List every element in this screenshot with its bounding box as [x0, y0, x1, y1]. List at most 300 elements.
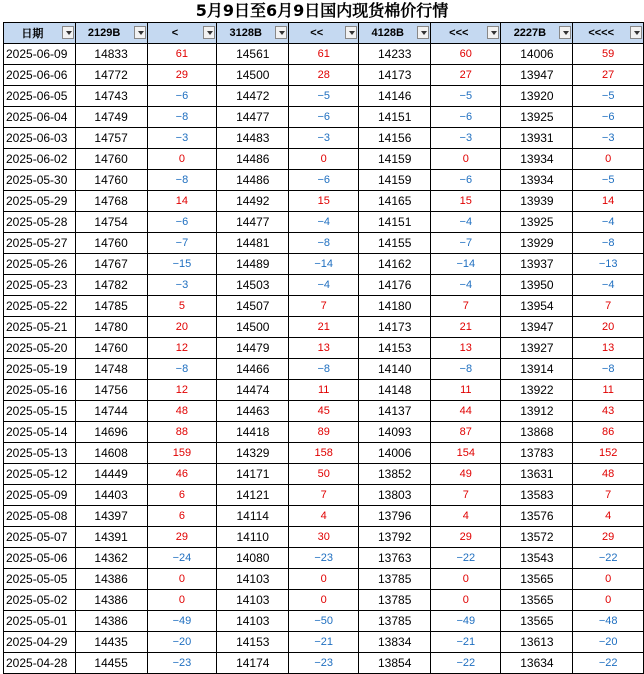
price-cell[interactable]: 13947: [501, 317, 573, 338]
price-cell[interactable]: 14153: [359, 338, 431, 359]
change-cell[interactable]: 28: [289, 65, 359, 86]
change-cell[interactable]: 14: [147, 191, 217, 212]
change-cell[interactable]: −5: [431, 86, 501, 107]
change-cell[interactable]: 4: [289, 506, 359, 527]
price-cell[interactable]: 13868: [501, 422, 573, 443]
change-cell[interactable]: 48: [147, 401, 217, 422]
change-cell[interactable]: −50: [289, 611, 359, 632]
price-cell[interactable]: 14159: [359, 149, 431, 170]
price-cell[interactable]: 14477: [217, 107, 289, 128]
price-cell[interactable]: 14757: [75, 128, 147, 149]
price-cell[interactable]: 13922: [501, 380, 573, 401]
price-cell[interactable]: 14103: [217, 611, 289, 632]
change-cell[interactable]: −6: [147, 212, 217, 233]
change-cell[interactable]: 45: [289, 401, 359, 422]
price-cell[interactable]: 13929: [501, 233, 573, 254]
table-row: [4, 569, 644, 590]
date-cell[interactable]: 2025-06-05: [4, 86, 76, 107]
change-cell[interactable]: −7: [431, 233, 501, 254]
filter-dropdown-icon[interactable]: [417, 26, 429, 39]
price-cell[interactable]: 14744: [75, 401, 147, 422]
change-cell[interactable]: −14: [289, 254, 359, 275]
change-cell[interactable]: −3: [147, 128, 217, 149]
change-cell[interactable]: −23: [289, 548, 359, 569]
price-cell[interactable]: 14156: [359, 128, 431, 149]
change-cell[interactable]: 0: [147, 590, 217, 611]
price-cell[interactable]: 13803: [359, 485, 431, 506]
change-cell[interactable]: 48: [573, 464, 644, 485]
header-3128b[interactable]: [217, 23, 289, 44]
change-cell[interactable]: 27: [573, 65, 644, 86]
table-row: [4, 380, 644, 401]
header-2129b[interactable]: [75, 23, 147, 44]
filter-dropdown-icon[interactable]: [559, 26, 571, 39]
price-cell[interactable]: 14503: [217, 275, 289, 296]
change-cell[interactable]: 46: [147, 464, 217, 485]
date-cell[interactable]: 2025-04-29: [4, 632, 76, 653]
date-cell[interactable]: 2025-05-23: [4, 275, 76, 296]
change-cell[interactable]: 13: [573, 338, 644, 359]
price-cell[interactable]: 14561: [217, 44, 289, 65]
change-cell[interactable]: 43: [573, 401, 644, 422]
price-cell[interactable]: 13947: [501, 65, 573, 86]
price-cell[interactable]: 14153: [217, 632, 289, 653]
price-cell[interactable]: 14472: [217, 86, 289, 107]
price-cell[interactable]: 13572: [501, 527, 573, 548]
price-cell[interactable]: 14386: [75, 611, 147, 632]
price-cell[interactable]: 13565: [501, 569, 573, 590]
change-cell[interactable]: −3: [289, 128, 359, 149]
change-cell[interactable]: 11: [573, 380, 644, 401]
change-cell[interactable]: −49: [147, 611, 217, 632]
change-cell[interactable]: −8: [289, 233, 359, 254]
price-cell[interactable]: 14006: [359, 443, 431, 464]
price-cell[interactable]: 14080: [217, 548, 289, 569]
price-cell[interactable]: 13934: [501, 149, 573, 170]
change-cell[interactable]: 0: [289, 569, 359, 590]
change-cell[interactable]: −20: [573, 632, 644, 653]
change-cell[interactable]: −6: [431, 170, 501, 191]
price-cell[interactable]: 14386: [75, 590, 147, 611]
change-cell[interactable]: 61: [289, 44, 359, 65]
price-cell[interactable]: 14006: [501, 44, 573, 65]
change-cell[interactable]: 89: [289, 422, 359, 443]
price-cell[interactable]: 14174: [217, 653, 289, 674]
date-cell[interactable]: 2025-05-22: [4, 296, 76, 317]
price-cell[interactable]: 13925: [501, 107, 573, 128]
change-cell[interactable]: −6: [289, 170, 359, 191]
price-cell[interactable]: 13785: [359, 569, 431, 590]
change-cell[interactable]: 13: [431, 338, 501, 359]
price-cell[interactable]: 14749: [75, 107, 147, 128]
price-cell[interactable]: 14768: [75, 191, 147, 212]
change-cell[interactable]: 4: [431, 506, 501, 527]
change-cell[interactable]: 27: [431, 65, 501, 86]
date-cell[interactable]: 2025-05-06: [4, 548, 76, 569]
change-cell[interactable]: 152: [573, 443, 644, 464]
price-cell[interactable]: 14782: [75, 275, 147, 296]
price-cell[interactable]: 14391: [75, 527, 147, 548]
price-cell[interactable]: 14743: [75, 86, 147, 107]
price-cell[interactable]: 13937: [501, 254, 573, 275]
price-cell[interactable]: 14483: [217, 128, 289, 149]
change-cell[interactable]: 21: [289, 317, 359, 338]
price-cell[interactable]: 14466: [217, 359, 289, 380]
price-cell[interactable]: 13565: [501, 611, 573, 632]
price-cell[interactable]: 14162: [359, 254, 431, 275]
price-cell[interactable]: 13925: [501, 212, 573, 233]
price-cell[interactable]: 13796: [359, 506, 431, 527]
filter-dropdown-icon[interactable]: [275, 26, 287, 39]
price-cell[interactable]: 13613: [501, 632, 573, 653]
header-change-4[interactable]: [573, 23, 644, 44]
price-cell[interactable]: 14176: [359, 275, 431, 296]
change-cell[interactable]: −6: [573, 107, 644, 128]
change-cell[interactable]: 0: [431, 149, 501, 170]
price-cell[interactable]: 14463: [217, 401, 289, 422]
change-cell[interactable]: 20: [573, 317, 644, 338]
date-cell[interactable]: 2025-05-28: [4, 212, 76, 233]
change-cell[interactable]: −8: [147, 170, 217, 191]
change-cell[interactable]: 86: [573, 422, 644, 443]
change-cell[interactable]: −4: [573, 212, 644, 233]
price-cell[interactable]: 14477: [217, 212, 289, 233]
table-row: [4, 254, 644, 275]
change-cell[interactable]: −3: [431, 128, 501, 149]
change-cell[interactable]: 7: [573, 296, 644, 317]
price-cell[interactable]: 14833: [75, 44, 147, 65]
price-cell[interactable]: 14137: [359, 401, 431, 422]
date-cell[interactable]: 2025-05-14: [4, 422, 76, 443]
change-cell[interactable]: −5: [289, 86, 359, 107]
change-cell[interactable]: −6: [289, 107, 359, 128]
change-cell[interactable]: −13: [573, 254, 644, 275]
change-cell[interactable]: 15: [289, 191, 359, 212]
price-cell[interactable]: 14110: [217, 527, 289, 548]
change-cell[interactable]: 158: [289, 443, 359, 464]
change-cell[interactable]: 87: [431, 422, 501, 443]
date-cell[interactable]: 2025-05-16: [4, 380, 76, 401]
filter-dropdown-icon[interactable]: [203, 26, 215, 39]
price-cell[interactable]: 13631: [501, 464, 573, 485]
change-cell[interactable]: 29: [147, 527, 217, 548]
change-cell[interactable]: −5: [573, 170, 644, 191]
change-cell[interactable]: −23: [289, 653, 359, 674]
change-cell[interactable]: 0: [573, 569, 644, 590]
change-cell[interactable]: 0: [431, 590, 501, 611]
price-cell[interactable]: 13576: [501, 506, 573, 527]
date-cell[interactable]: 2025-05-12: [4, 464, 76, 485]
change-cell[interactable]: −20: [147, 632, 217, 653]
date-cell[interactable]: 2025-05-09: [4, 485, 76, 506]
date-cell[interactable]: 2025-05-08: [4, 506, 76, 527]
price-cell[interactable]: 14171: [217, 464, 289, 485]
header-label: 4128B: [371, 27, 404, 39]
price-cell[interactable]: 13950: [501, 275, 573, 296]
price-cell[interactable]: 14329: [217, 443, 289, 464]
price-cell[interactable]: 14756: [75, 380, 147, 401]
change-cell[interactable]: 61: [147, 44, 217, 65]
change-cell[interactable]: −3: [147, 275, 217, 296]
table-row: [4, 359, 644, 380]
price-cell[interactable]: 14148: [359, 380, 431, 401]
price-cell[interactable]: 13939: [501, 191, 573, 212]
price-cell[interactable]: 14397: [75, 506, 147, 527]
change-cell[interactable]: −48: [573, 611, 644, 632]
change-cell[interactable]: −8: [147, 359, 217, 380]
price-cell[interactable]: 14449: [75, 464, 147, 485]
table-row: [4, 317, 644, 338]
price-cell[interactable]: 13920: [501, 86, 573, 107]
change-cell[interactable]: −8: [573, 359, 644, 380]
filter-dropdown-icon[interactable]: [62, 26, 74, 39]
change-cell[interactable]: 30: [289, 527, 359, 548]
change-cell[interactable]: −22: [573, 653, 644, 674]
price-cell[interactable]: 14486: [217, 170, 289, 191]
header-change-3[interactable]: [431, 23, 501, 44]
price-cell[interactable]: 14165: [359, 191, 431, 212]
price-cell[interactable]: 13834: [359, 632, 431, 653]
change-cell[interactable]: −8: [147, 107, 217, 128]
table-row: [4, 590, 644, 611]
change-cell[interactable]: 50: [289, 464, 359, 485]
date-cell[interactable]: 2025-06-06: [4, 65, 76, 86]
change-cell[interactable]: −8: [573, 233, 644, 254]
price-cell[interactable]: 14146: [359, 86, 431, 107]
date-cell[interactable]: 2025-06-04: [4, 107, 76, 128]
change-cell[interactable]: 44: [431, 401, 501, 422]
change-cell[interactable]: 12: [147, 338, 217, 359]
change-cell[interactable]: 13: [289, 338, 359, 359]
change-cell[interactable]: 49: [431, 464, 501, 485]
filter-dropdown-icon[interactable]: [345, 26, 357, 39]
price-cell[interactable]: 14760: [75, 233, 147, 254]
date-cell[interactable]: 2025-05-20: [4, 338, 76, 359]
date-cell[interactable]: 2025-05-07: [4, 527, 76, 548]
price-cell[interactable]: 13931: [501, 128, 573, 149]
price-cell[interactable]: 14173: [359, 65, 431, 86]
date-cell[interactable]: 2025-05-01: [4, 611, 76, 632]
price-cell[interactable]: 14486: [217, 149, 289, 170]
table-row: [4, 338, 644, 359]
change-cell[interactable]: 159: [147, 443, 217, 464]
change-cell[interactable]: −8: [289, 359, 359, 380]
date-cell[interactable]: 2025-05-26: [4, 254, 76, 275]
price-cell[interactable]: 14772: [75, 65, 147, 86]
date-cell[interactable]: 2025-06-09: [4, 44, 76, 65]
change-cell[interactable]: −4: [289, 212, 359, 233]
change-cell[interactable]: 60: [431, 44, 501, 65]
change-cell[interactable]: 7: [431, 485, 501, 506]
change-cell[interactable]: 7: [573, 485, 644, 506]
header-label: 3128B: [229, 27, 262, 39]
filter-dropdown-icon[interactable]: [134, 26, 146, 39]
price-cell[interactable]: 13785: [359, 611, 431, 632]
change-cell[interactable]: −5: [573, 86, 644, 107]
date-cell[interactable]: 2025-04-28: [4, 653, 76, 674]
change-cell[interactable]: 59: [573, 44, 644, 65]
header-change-2[interactable]: [289, 23, 359, 44]
date-cell[interactable]: 2025-05-19: [4, 359, 76, 380]
change-cell[interactable]: 12: [147, 380, 217, 401]
price-cell[interactable]: 13565: [501, 590, 573, 611]
price-cell[interactable]: 13783: [501, 443, 573, 464]
price-cell[interactable]: 14760: [75, 338, 147, 359]
change-cell[interactable]: 14: [573, 191, 644, 212]
price-cell[interactable]: 13852: [359, 464, 431, 485]
price-cell[interactable]: 14780: [75, 317, 147, 338]
header-date[interactable]: [4, 23, 76, 44]
price-cell[interactable]: 14151: [359, 212, 431, 233]
change-cell[interactable]: 0: [147, 149, 217, 170]
change-cell[interactable]: 0: [147, 569, 217, 590]
change-cell[interactable]: −21: [431, 632, 501, 653]
price-cell[interactable]: 14767: [75, 254, 147, 275]
table-row: [4, 65, 644, 86]
header-label: <<<<: [588, 27, 615, 39]
price-cell[interactable]: 14233: [359, 44, 431, 65]
change-cell[interactable]: −21: [289, 632, 359, 653]
price-cell[interactable]: 14474: [217, 380, 289, 401]
price-cell[interactable]: 13543: [501, 548, 573, 569]
price-cell[interactable]: 14500: [217, 317, 289, 338]
change-cell[interactable]: −14: [431, 254, 501, 275]
price-cell[interactable]: 13792: [359, 527, 431, 548]
price-cell[interactable]: 14455: [75, 653, 147, 674]
price-cell[interactable]: 13763: [359, 548, 431, 569]
date-cell[interactable]: 2025-05-27: [4, 233, 76, 254]
price-cell[interactable]: 14114: [217, 506, 289, 527]
header-4128b[interactable]: [359, 23, 431, 44]
change-cell[interactable]: −4: [431, 212, 501, 233]
change-cell[interactable]: 4: [573, 506, 644, 527]
change-cell[interactable]: −8: [431, 359, 501, 380]
price-cell[interactable]: 14760: [75, 170, 147, 191]
change-cell[interactable]: 29: [573, 527, 644, 548]
header-label: <<<: [449, 27, 469, 39]
change-cell[interactable]: 29: [147, 65, 217, 86]
change-cell[interactable]: 11: [431, 380, 501, 401]
price-cell[interactable]: 13934: [501, 170, 573, 191]
price-cell[interactable]: 13854: [359, 653, 431, 674]
price-cell[interactable]: 14489: [217, 254, 289, 275]
price-cell[interactable]: 14173: [359, 317, 431, 338]
change-cell[interactable]: 88: [147, 422, 217, 443]
change-cell[interactable]: 6: [147, 506, 217, 527]
date-cell[interactable]: 2025-05-13: [4, 443, 76, 464]
price-cell[interactable]: 13914: [501, 359, 573, 380]
date-cell[interactable]: 2025-05-21: [4, 317, 76, 338]
date-cell[interactable]: 2025-05-05: [4, 569, 76, 590]
price-cell[interactable]: 14748: [75, 359, 147, 380]
change-cell[interactable]: −4: [573, 275, 644, 296]
change-cell[interactable]: 6: [147, 485, 217, 506]
change-cell[interactable]: 154: [431, 443, 501, 464]
change-cell[interactable]: 7: [289, 485, 359, 506]
change-cell[interactable]: 20: [147, 317, 217, 338]
price-cell[interactable]: 14435: [75, 632, 147, 653]
change-cell[interactable]: 0: [431, 569, 501, 590]
date-cell[interactable]: 2025-05-15: [4, 401, 76, 422]
price-cell[interactable]: 14140: [359, 359, 431, 380]
date-cell[interactable]: 2025-05-29: [4, 191, 76, 212]
price-cell[interactable]: 13634: [501, 653, 573, 674]
change-cell[interactable]: 11: [289, 380, 359, 401]
price-cell[interactable]: 14155: [359, 233, 431, 254]
price-cell[interactable]: 14159: [359, 170, 431, 191]
price-cell[interactable]: 14180: [359, 296, 431, 317]
price-cell[interactable]: 14386: [75, 569, 147, 590]
filter-dropdown-icon[interactable]: [487, 26, 499, 39]
change-cell[interactable]: 29: [431, 527, 501, 548]
change-cell[interactable]: −49: [431, 611, 501, 632]
price-cell[interactable]: 14103: [217, 590, 289, 611]
price-cell[interactable]: 14151: [359, 107, 431, 128]
price-cell[interactable]: 14500: [217, 65, 289, 86]
change-cell[interactable]: 0: [289, 590, 359, 611]
header-2227b[interactable]: [501, 23, 573, 44]
change-cell[interactable]: 0: [573, 590, 644, 611]
change-cell[interactable]: 0: [289, 149, 359, 170]
change-cell[interactable]: −7: [147, 233, 217, 254]
change-cell[interactable]: −6: [431, 107, 501, 128]
price-cell[interactable]: 14696: [75, 422, 147, 443]
price-cell[interactable]: 14479: [217, 338, 289, 359]
change-cell[interactable]: 0: [573, 149, 644, 170]
date-cell[interactable]: 2025-06-03: [4, 128, 76, 149]
price-cell[interactable]: 13927: [501, 338, 573, 359]
change-cell[interactable]: −6: [147, 86, 217, 107]
price-cell[interactable]: 14403: [75, 485, 147, 506]
price-cell[interactable]: 13912: [501, 401, 573, 422]
price-cell[interactable]: 13583: [501, 485, 573, 506]
price-cell[interactable]: 14760: [75, 149, 147, 170]
header-change-1[interactable]: [147, 23, 217, 44]
price-cell[interactable]: 14608: [75, 443, 147, 464]
change-cell[interactable]: −15: [147, 254, 217, 275]
price-cell[interactable]: 14481: [217, 233, 289, 254]
change-cell[interactable]: −3: [573, 128, 644, 149]
change-cell[interactable]: 7: [431, 296, 501, 317]
change-cell[interactable]: −22: [431, 653, 501, 674]
change-cell[interactable]: −4: [431, 275, 501, 296]
price-cell[interactable]: 14492: [217, 191, 289, 212]
filter-dropdown-icon[interactable]: [630, 26, 642, 39]
change-cell[interactable]: 7: [289, 296, 359, 317]
change-cell[interactable]: 5: [147, 296, 217, 317]
price-cell[interactable]: 14785: [75, 296, 147, 317]
price-cell[interactable]: 13954: [501, 296, 573, 317]
price-cell[interactable]: 14418: [217, 422, 289, 443]
date-cell[interactable]: 2025-05-02: [4, 590, 76, 611]
price-cell[interactable]: 14093: [359, 422, 431, 443]
change-cell[interactable]: 15: [431, 191, 501, 212]
change-cell[interactable]: −4: [289, 275, 359, 296]
price-cell[interactable]: 14362: [75, 548, 147, 569]
price-cell[interactable]: 13785: [359, 590, 431, 611]
change-cell[interactable]: −23: [147, 653, 217, 674]
change-cell[interactable]: −22: [431, 548, 501, 569]
price-cell[interactable]: 14121: [217, 485, 289, 506]
change-cell[interactable]: −24: [147, 548, 217, 569]
date-cell[interactable]: 2025-05-30: [4, 170, 76, 191]
change-cell[interactable]: −22: [573, 548, 644, 569]
price-cell[interactable]: 14103: [217, 569, 289, 590]
price-cell[interactable]: 14507: [217, 296, 289, 317]
date-cell[interactable]: 2025-06-02: [4, 149, 76, 170]
price-cell[interactable]: 14754: [75, 212, 147, 233]
change-cell[interactable]: 21: [431, 317, 501, 338]
